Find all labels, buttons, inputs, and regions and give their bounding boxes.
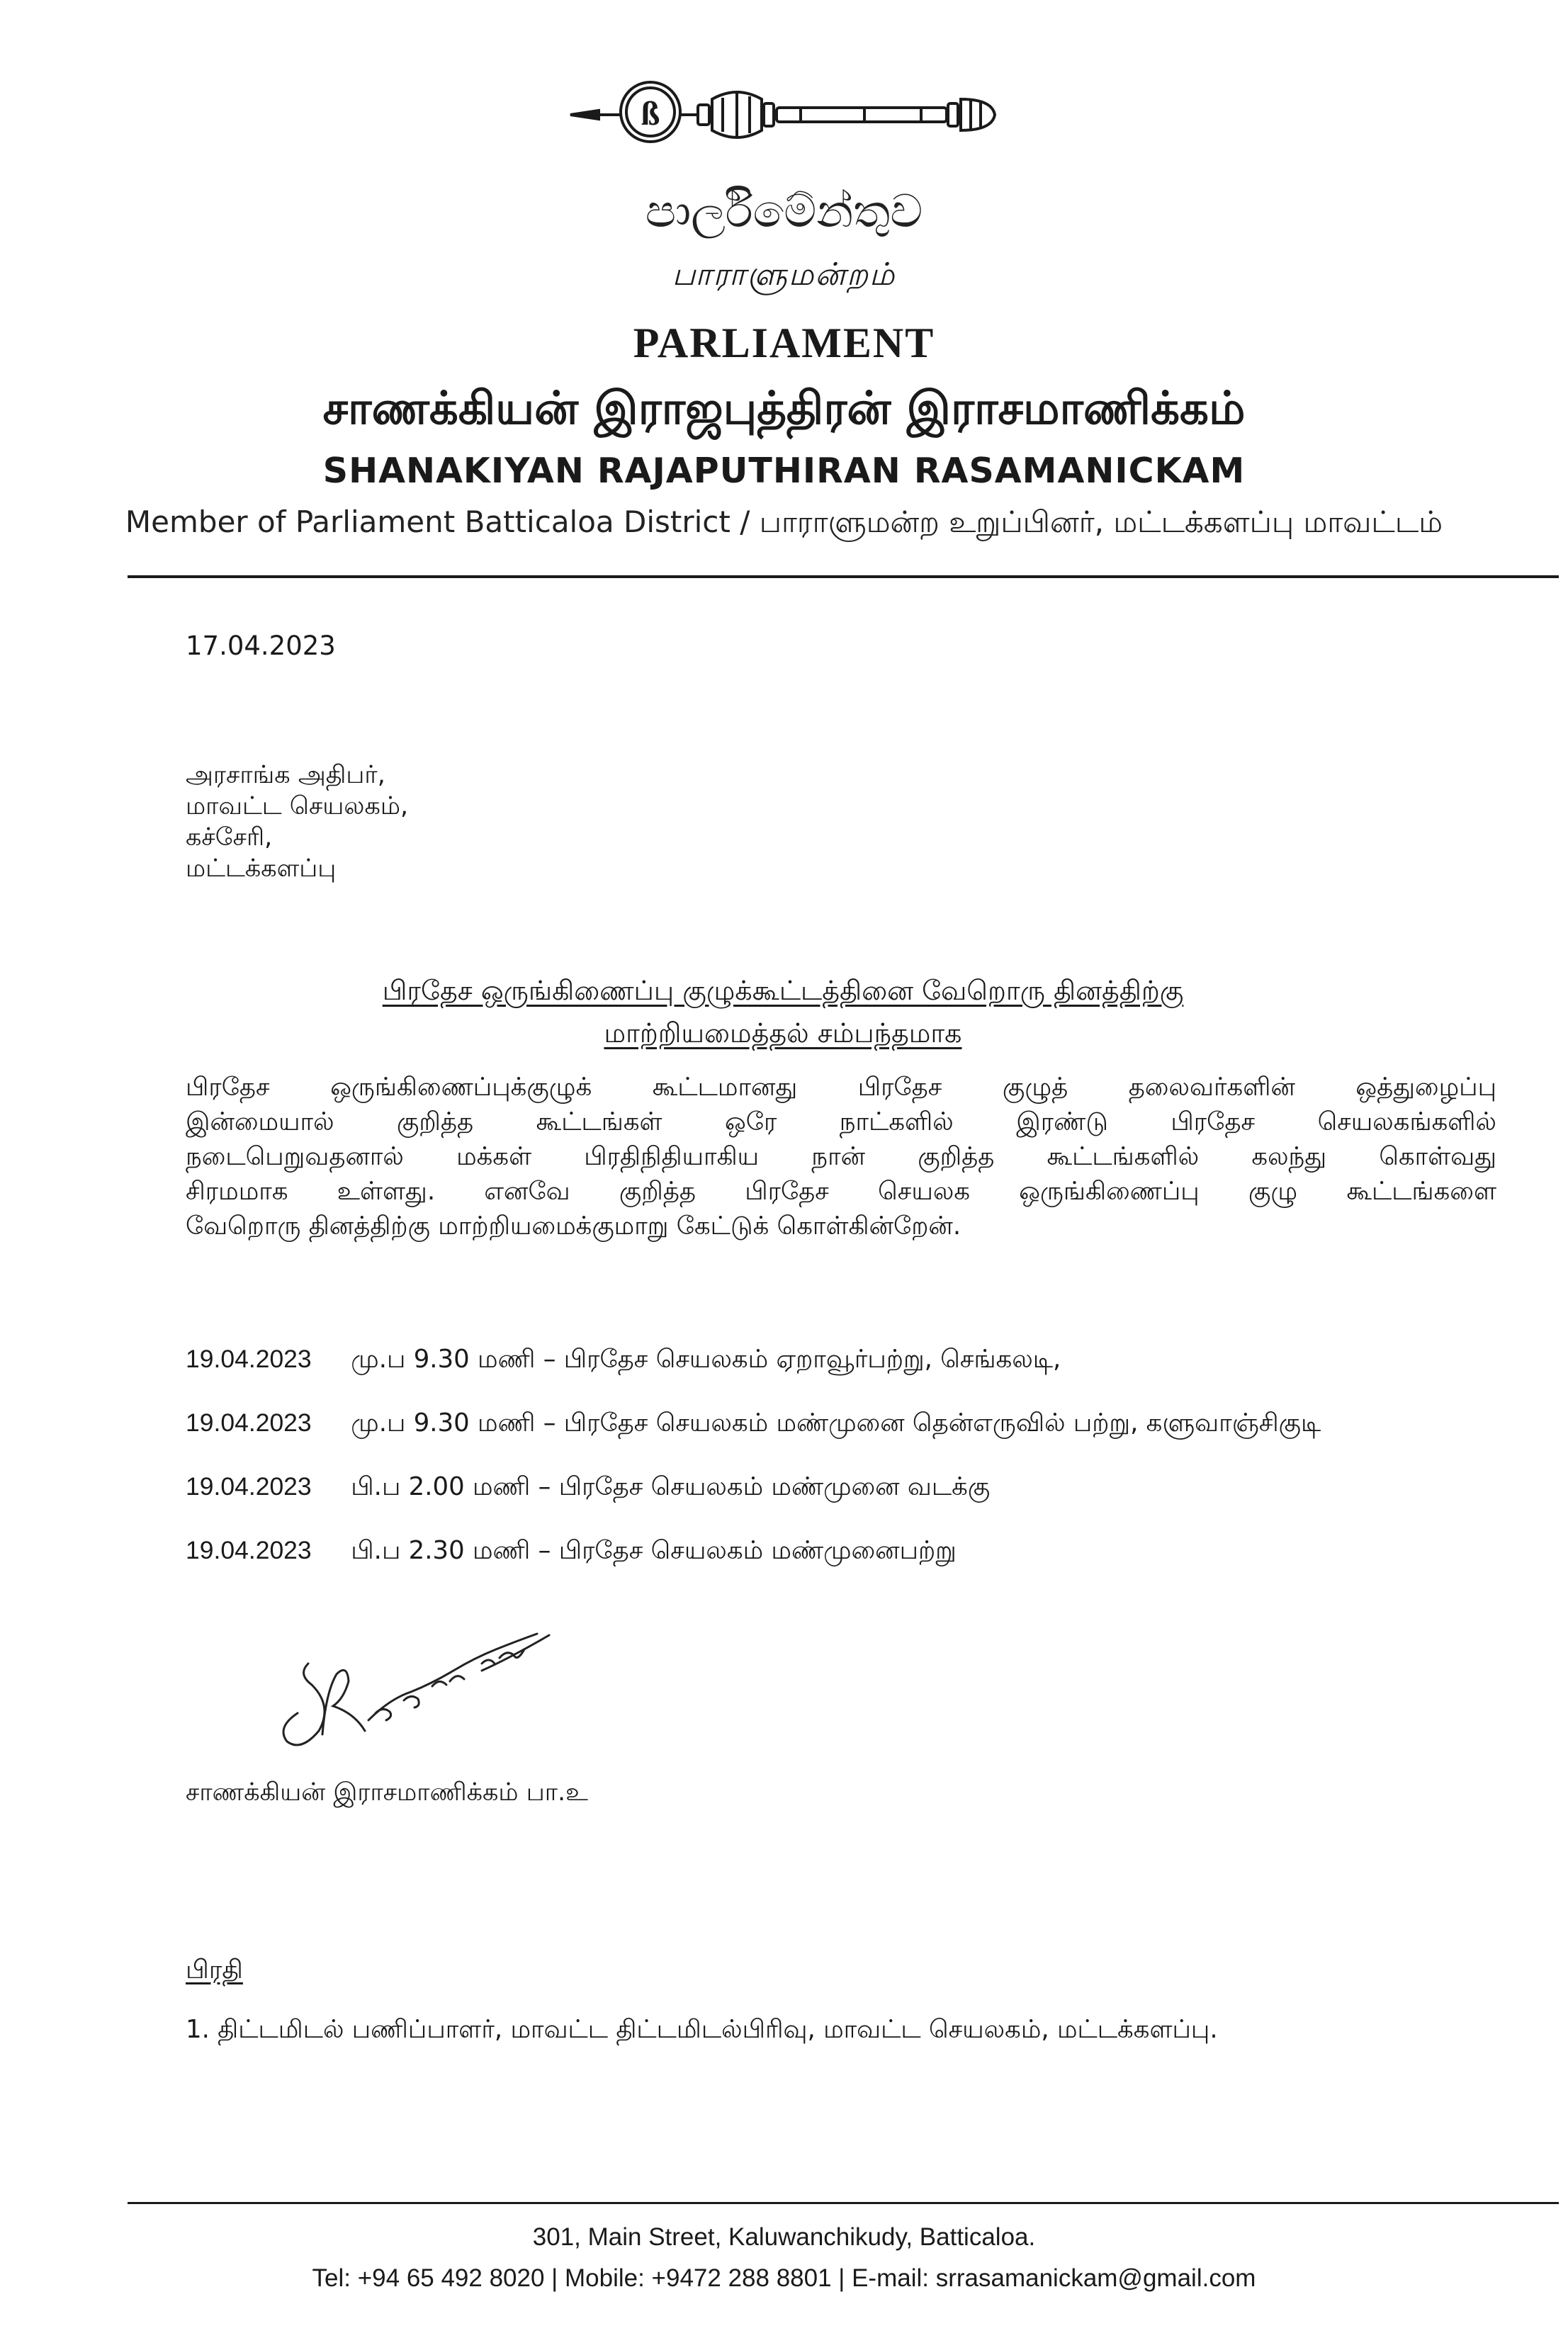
meeting-item [186,1408,1321,1472]
mp-role: Member of Parliament Batticaloa District / பாராளுமன்ற உறுப்பினர், மட்டக்களப்பு மாவட்டம் [125,504,1443,539]
signatory-name: சாணக்கியன் இராசமாணிக்கம் பா.உ [186,1778,588,1807]
address-line: மாவட்ட செயலகம், [186,792,409,820]
letter-date: 17.04.2023 [186,631,336,661]
meeting-detail: – பிரதேச செயலகம் ஏறாவூர்பற்று, செங்கலடி, [543,1345,1061,1374]
copy-heading: பிரதி [186,1955,243,1984]
emblem-letter: ß [641,95,660,132]
meeting-date: 19.04.2023 [186,1345,312,1373]
meeting-detail: – பிரதேச செயலகம் மண்முனை தென்எருவில் பற்று, களுவாஞ்சிகுடி [543,1408,1321,1438]
meeting-item [186,1536,1321,1600]
recipient-address [186,759,408,884]
parliament-title: PARLIAMENT [633,320,935,366]
footer-contact: Tel: +94 65 492 8020 | Mobile: +9472 288 8801 | E-mail: srrasamanickam@gmail.com [312,2264,1256,2292]
meeting-list [186,1345,1321,1600]
parliament-mace-emblem [567,71,999,156]
meeting-date: 19.04.2023 [186,1536,312,1564]
letter-subject [184,969,1382,1054]
sinhala-parliament-title: පාර්ලිමේන්තුව [645,186,923,238]
meeting-item [186,1345,1321,1408]
copy-item: 1. திட்டமிடல் பணிப்பாளர், மாவட்ட திட்டமிடல்பிரிவு, மாவட்ட செயலகம், மட்டக்களப்பு. [186,2015,1218,2044]
address-line: மட்டக்களப்பு [186,854,337,883]
mp-name-tamil: சாணக்கியன் இராஜபுத்திரன் இராசமாணிக்கம் [322,383,1246,435]
meeting-item [186,1472,1321,1536]
body-line: நடைபெறுவதனால் மக்கள் பிரதிநிதியாகிய நான் குறித்த கூட்டங்களில் கலந்து கொள்வது [186,1142,1496,1171]
subject-line: மாற்றியமைத்தல் சம்பந்தமாக [604,1017,962,1049]
mp-name-english: SHANAKIYAN RAJAPUTHIRAN RASAMANICKAM [322,451,1246,491]
letter-body [186,1070,1496,1243]
meeting-time: மு.ப 9.30 மணி [351,1345,536,1374]
meeting-time: பி.ப 2.00 மணி [351,1472,531,1501]
address-line: அரசாங்க அதிபர், [186,761,385,789]
body-line: இன்மையால் குறித்த கூட்டங்கள் ஒரே நாட்களில் இரண்டு பிரதேச செயலகங்களில் [186,1107,1496,1136]
body-line: பிரதேச ஒருங்கிணைப்புக்குழுக் கூட்டமானது பிரதேச குழுத் தலைவர்களின் ஒத்துழைப்பு [186,1073,1496,1102]
tamil-parliament-title: பாராளுமன்றம் [672,256,896,293]
meeting-date: 19.04.2023 [186,1472,312,1501]
meeting-time: பி.ப 2.30 மணி [351,1536,531,1565]
header-divider [128,575,1559,578]
footer-address: 301, Main Street, Kaluwanchikudy, Batticaloa. [532,2223,1036,2251]
body-line: சிரமமாக உள்ளது. எனவே குறித்த பிரதேச செயலக ஒருங்கிணைப்பு குழு கூட்டங்களை [186,1177,1496,1206]
handwritten-signature [269,1607,567,1770]
meeting-time: மு.ப 9.30 மணி [351,1408,536,1438]
footer-divider [128,2202,1559,2204]
meeting-detail: – பிரதேச செயலகம் மண்முனைபற்று [538,1536,957,1565]
address-line: கச்சேரி, [186,823,273,852]
body-line: வேறொரு தினத்திற்கு மாற்றியமைக்குமாறு கேட்டுக் கொள்கின்றேன். [186,1212,961,1241]
subject-line: பிரதேச ஒருங்கிணைப்பு குழுக்கூட்டத்தினை வேறொரு தினத்திற்கு [382,975,1184,1006]
meeting-date: 19.04.2023 [186,1408,312,1437]
meeting-detail: – பிரதேச செயலகம் மண்முனை வடக்கு [538,1472,991,1501]
